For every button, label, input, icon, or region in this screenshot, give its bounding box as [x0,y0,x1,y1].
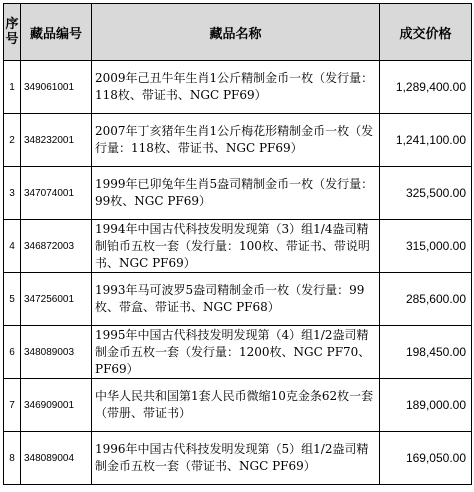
table-row [4,432,472,485]
row-seq: 3 [4,167,21,220]
row-price: 169,050.00 [380,432,472,485]
table-row [4,273,472,326]
header-price: 成交价格 [380,4,472,61]
row-name: 2007年丁亥猪年生肖1公斤梅花形精制金币一枚（发行量：118枚、带证书、NGC PF69） [92,114,380,167]
row-price: 315,000.00 [380,220,472,273]
row-seq: 7 [4,379,21,432]
row-code: 348232001 [21,114,92,167]
row-seq: 8 [4,432,21,485]
row-price: 285,600.00 [380,273,472,326]
row-name: 1993年马可波罗5盎司精制金币一枚（发行量：99枚、带盒、带证书、NGC PF68） [92,273,380,326]
row-code: 347074001 [21,167,92,220]
header-seq: 序 号 [4,4,21,61]
header-row [4,4,472,61]
row-price: 1,289,400.00 [380,61,472,114]
table-row [4,220,472,273]
row-name: 1996年中国古代科技发明发现第（5）组1/2盎司精制金币五枚一套（带证书、NGC PF69） [92,432,380,485]
auction-results-table [3,3,472,485]
table-row [4,326,472,379]
header-name: 藏品名称 [92,4,380,61]
table-row [4,61,472,114]
row-seq: 1 [4,61,21,114]
row-price: 1,241,100.00 [380,114,472,167]
row-code: 349061001 [21,61,92,114]
header-code: 藏品编号 [21,4,92,61]
row-price: 198,450.00 [380,326,472,379]
row-code: 346909001 [21,379,92,432]
row-code: 348089004 [21,432,92,485]
row-seq: 4 [4,220,21,273]
row-code: 346872003 [21,220,92,273]
row-name: 2009年己丑牛年生肖1公斤精制金币一枚（发行量：118枚、带证书、NGC PF69） [92,61,380,114]
row-price: 325,500.00 [380,167,472,220]
row-seq: 5 [4,273,21,326]
row-name: 1994年中国古代科技发明发现第（3）组1/4盎司精制铂币五枚一套（发行量：100枚、带证书、带说明书、NGC PF69） [92,220,380,273]
row-seq: 2 [4,114,21,167]
table-row [4,379,472,432]
row-price: 189,000.00 [380,379,472,432]
table-row [4,167,472,220]
row-code: 347256001 [21,273,92,326]
row-name: 中华人民共和国第1套人民币微缩10克金条62枚一套（带册、带证书） [92,379,380,432]
row-name: 1995年中国古代科技发明发现第（4）组1/2盎司精制金币五枚一套（发行量：1200枚、NGC PF70、PF69） [92,326,380,379]
row-name: 1999年已卯兔年生肖5盎司精制金币一枚（发行量：99枚、NGC PF69） [92,167,380,220]
row-code: 348089003 [21,326,92,379]
table-row [4,114,472,167]
row-seq: 6 [4,326,21,379]
